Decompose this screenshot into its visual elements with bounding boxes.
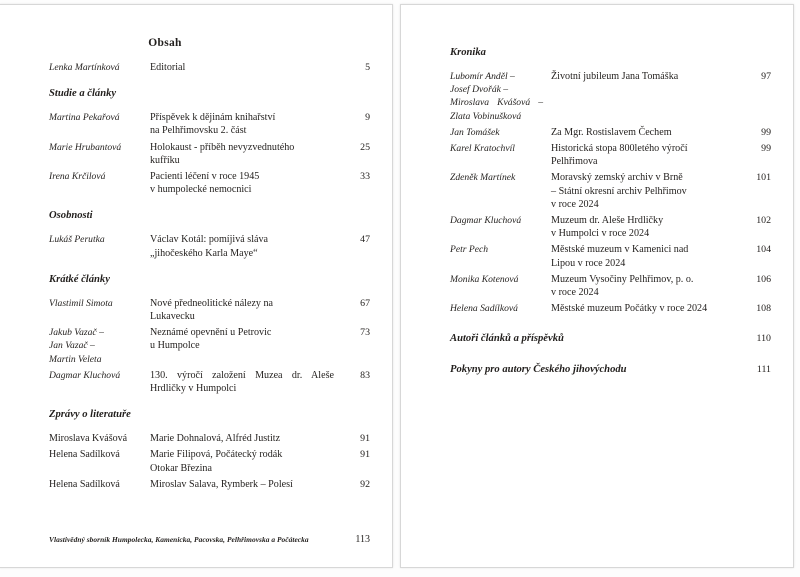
toc-entry-author-line: Petr Pech [450,244,489,256]
toc-entry-title [150,448,344,474]
toc-entry-title-line: Holokaust - příběh nevyzvednutého [150,141,295,153]
toc-entry-author-line: Vlastimil Simota [49,297,113,309]
toc-entry[interactable] [450,126,771,139]
toc-entry[interactable] [49,297,370,323]
toc-entry[interactable] [450,142,771,168]
toc-entry-author [450,214,551,227]
toc-entry-author [49,170,150,183]
toc-entry[interactable] [49,233,370,259]
toc-entry-title-line: Moravský zemský archiv v Brně [551,172,683,184]
toc-entry-page-number: 108 [756,303,771,315]
toc-entry-author [49,111,150,124]
toc-entry-author-line: Karel Kratochvíl [450,143,515,155]
toc-entry-author-line: Jakub Vazač – [49,327,104,339]
toc-entry-title-line: Neznámé opevnění u Petrovic [150,327,272,339]
toc-entry-author-line: Martina Pekařová [49,112,120,124]
toc-entry-title [551,302,745,315]
toc-entry-author [49,432,150,445]
toc-list-right [450,33,771,376]
toc-entry-title-line: Muzeum Vysočiny Pelhřimov, p. o. [551,273,694,285]
toc-entry-title-line: v humpolecké nemocnici [150,184,252,196]
page-left [0,4,393,568]
toc-entry[interactable] [450,214,771,240]
toc-entry-author-line: Lubomír Anděl – [450,71,515,82]
toc-entry-author-line: Helena Sadílková [49,478,120,490]
toc-section-heading: Studie a články [49,88,117,100]
toc-section-heading: Zprávy o literatuře [49,409,131,421]
toc-entry-author [450,142,551,155]
toc-entry[interactable] [49,61,370,74]
toc-entry-title-line: Příspěvek k dějinám knihařství [150,112,276,124]
toc-entry-page-number: 33 [360,171,370,183]
toc-entry-title-line: Marie Dohnalová, Alfréd Justitz [150,433,281,445]
toc-entry-page-number: 67 [360,297,370,309]
toc-entry-title [551,70,745,83]
toc-entry-title-line: Městské muzeum v Kamenici nad [551,244,689,256]
toc-entry-author [450,273,551,286]
toc-entry-author-line: Lenka Martínková [49,62,120,73]
page-right-content [401,5,793,567]
toc-entry[interactable] [450,70,771,123]
toc-entry-page-number: 9 [365,112,370,124]
toc-entry-title-line: Muzeum dr. Aleše Hrdličky [551,215,664,227]
toc-entry-author-line: Miroslava Kvášová – [450,97,543,109]
toc-entry-author-line: Dagmar Kluchová [450,215,522,227]
toc-entry-page-number: 91 [360,433,370,445]
toc-entry-page-number: 111 [756,363,771,375]
toc-entry-author [450,70,551,123]
toc-entry-title-line: Marie Filipová, Počátecký rodák [150,449,283,461]
toc-entry-page-number: 25 [360,141,370,153]
toc-entry-author-line: Josef Dvořák – [450,84,509,96]
toc-entry-author-line: Miroslava Kvášová [49,433,128,445]
toc-entry-author-line: Irena Krčilová [49,171,106,183]
toc-section-heading: Kronika [450,47,486,58]
toc-entry-author [49,141,150,154]
toc-entry-page-number: 73 [360,327,370,339]
toc-entry-author [49,448,150,461]
toc-entry-title-line: Otokar Březina [150,462,212,474]
toc-entry-page-number: 83 [360,369,370,381]
toc-entry-title [150,432,344,445]
toc-entry-author-line: Helena Sadílková [450,303,518,315]
toc-entry-title [150,141,344,167]
toc-entry[interactable] [49,448,370,474]
toc-entry-author [450,171,551,184]
toc-entry-title-line: Pelhřimova [551,156,598,168]
toc-entry-title [551,126,745,139]
toc-entry-title-line: v roce 2024 [551,198,599,210]
toc-entry-author-line: Lukáš Perutka [49,234,105,246]
toc-entry[interactable] [49,326,370,366]
toc-entry-author-line: Dagmar Kluchová [49,369,121,381]
toc-entry-page-number: 99 [761,126,771,138]
toc-entry-author [450,243,551,256]
toc-entry[interactable] [450,273,771,299]
toc-entry[interactable] [49,369,370,395]
toc-entry-title-line: „jihočeského Karla Maye“ [150,247,258,259]
toc-entry-author [49,369,150,382]
toc-entry-author [49,233,150,246]
toc-entry-title-line: Václav Kotál: pomíjivá sláva [150,234,269,246]
page-title: Obsah [148,37,182,49]
toc-entry-author-line: Zlata Vobinušková [450,110,522,122]
toc-entry-page-number: 110 [756,333,771,345]
toc-entry-title [150,61,344,74]
toc-entry-title-line: Životní jubileum Jana Tomáška [551,71,679,82]
page-footer-left [49,534,370,545]
toc-entry-title [150,233,344,259]
toc-entry[interactable] [49,432,370,445]
toc-entry[interactable] [450,302,771,315]
toc-entry-author-line: Marie Hrubantová [49,141,122,153]
toc-entry-author-line: Martin Veleta [49,353,102,365]
toc-entry-page-number: 5 [365,62,370,73]
toc-entry-title-line: Editorial [150,62,186,73]
toc-entry[interactable] [49,478,370,491]
toc-entry[interactable] [49,170,370,196]
toc-entry-title [150,369,344,395]
toc-entry-title [551,171,745,211]
toc-entry-title: Pokyny pro autory Českého jihovýchodu [450,363,627,375]
toc-entry-author [49,61,150,74]
toc-entry-title: Autoři článků a příspěvků [450,333,564,345]
toc-entry-title-line: Miroslav Salava, Rymberk – Polesí [150,478,293,490]
toc-entry-title-line: Historická stopa 800letého výročí [551,143,688,155]
toc-entry-page-number: 99 [761,143,771,155]
page-left-content [0,5,392,567]
toc-entry-title [150,478,344,491]
toc-entry[interactable] [450,243,771,269]
toc-entry-author-line: Monika Kotenová [450,273,519,285]
toc-entry-title-line: Za Mgr. Rostislavem Čechem [551,126,672,138]
toc-entry-title-line: na Pelhřimovsku 2. část [150,125,247,137]
toc-entry-title-line: v roce 2024 [551,287,599,299]
toc-entry[interactable] [49,141,370,167]
toc-entry-title-line: Lipou v roce 2024 [551,257,626,269]
toc-entry[interactable] [49,111,370,137]
toc-entry-title-line: kufříku [150,154,180,166]
toc-entry-title-line: Městské muzeum Počátky v roce 2024 [551,303,708,315]
toc-section-heading: Krátké články [49,273,110,285]
toc-entry-title [551,273,745,299]
toc-entry-page-number: 91 [360,449,370,461]
toc-entry-author [49,297,150,310]
toc-entry-title [150,170,344,196]
toc-entry-page-number: 102 [756,215,771,227]
toc-entry-title-line: Lukavecku [150,311,195,323]
toc-entry-title-line: – Státní okresní archiv Pelhřimov [551,185,687,197]
toc-entry-title [551,142,745,168]
toc-entry-page-number: 106 [756,273,771,285]
toc-entry-page-number: 101 [756,172,771,184]
toc-entry-author [450,302,551,315]
toc-standalone-entry[interactable] [450,363,771,376]
footer-running-title: Vlastivědný sborník Humpolecka, Kamenicka, Pacovska, Pelhřimovska a Počátecka [49,535,309,544]
toc-entry-page-number: 92 [360,478,370,490]
toc-entry-author-line: Jan Vazač – [49,340,95,352]
toc-standalone-entry[interactable] [450,332,771,345]
toc-entry-title-line: v Humpolci v roce 2024 [551,228,650,240]
toc-entry-title-line: Hrdličky v Humpolci [150,383,237,395]
toc-entry-author-line: Zdeněk Martínek [450,172,516,184]
toc-entry-title-line: Pacienti léčení v roce 1945 [150,171,260,183]
toc-entry-title [551,243,745,269]
toc-entry-author-line: Jan Tomášek [450,126,500,138]
toc-entry-author [49,326,150,366]
toc-entry[interactable] [450,171,771,211]
toc-entry-title [150,111,344,137]
page-right [400,4,794,568]
toc-entry-title-line: Nové předneolitické nálezy na [150,297,274,309]
toc-entry-title-line: u Humpolce [150,340,200,352]
toc-entry-author-line: Helena Sadílková [49,449,120,461]
toc-entry-page-number: 104 [756,244,771,256]
toc-entry-author [49,478,150,491]
toc-entry-author [450,126,551,139]
toc-section-heading: Osobnosti [49,210,93,222]
toc-entry-title [150,297,344,323]
toc-entry-page-number: 97 [761,71,771,82]
footer-page-number: 113 [355,534,370,545]
toc-entry-title-line: 130. výročí založení Muzea dr. Aleše [150,369,334,381]
toc-entry-title [551,214,745,240]
toc-entry-title [150,326,344,352]
toc-list-left [49,61,370,494]
toc-entry-page-number: 47 [360,234,370,246]
